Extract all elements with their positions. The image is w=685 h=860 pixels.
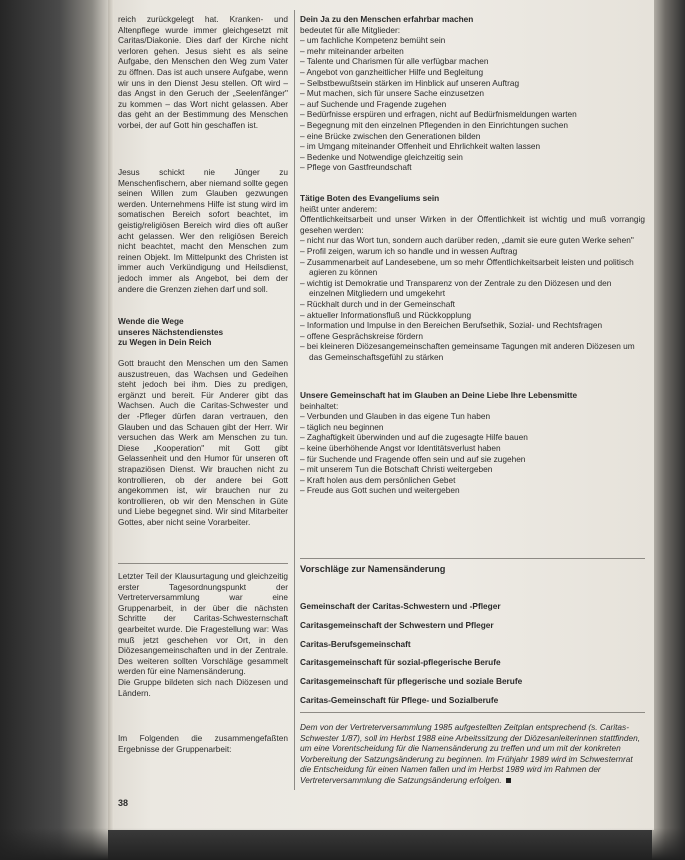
page-gutter-shadow	[108, 0, 114, 830]
left-heading	[118, 316, 288, 348]
left-column-block-2	[118, 167, 288, 294]
section-1-list-item: – eine Brücke zwischen den Generationen bilden	[300, 131, 645, 142]
section-3-list-item: – Zaghaftigkeit überwinden und auf die zugesagte Hilfe bauen	[300, 432, 645, 443]
left-paragraph-6: Im Folgenden die zusammengefaßten Ergebnisse der Gruppenarbeit:	[118, 733, 288, 754]
left-paragraph-3: Gott braucht den Menschen um den Samen auszustreuen, das Wachsen und Gedeihen steht jedoch bei ihm. Dies zu predigen, ergänzt und bereit. Für Anderer gibt das Wachsen. Auch die Caritas-Schwester und der -Pfleger dürfen daran vertrauen, den Glauben und das Schauen gibt der Herr. Wir versuchen das Werk am Menschen zu tun. Diese „Kooperation" mit Gott gibt Gelassenheit und den Humor für unseren oft strapaziösen Dienst. Wir brauchen nicht zu kontrollieren, ob der andere bei Gott angekommen ist, wir brauchen nur zu kontrollieren, ob wir den Menschen in Güte und Liebe begegnet sind. Wir sind Mitarbeiter Gottes, aber nicht seine Vorarbeiter.	[118, 358, 288, 527]
section-2-list-item: – offene Gesprächskreise fördern	[300, 331, 645, 342]
section-3-list	[300, 411, 645, 496]
section-3-list-item: – Freude aus Gott suchen und weitergeben	[300, 485, 645, 496]
section-1-list	[300, 35, 645, 173]
section-1-list-item: – Bedürfnisse erspüren und erfragen, nicht auf Bedürfnismeldungen warten	[300, 109, 645, 120]
section-3-subtitle: beinhaltet:	[300, 400, 339, 411]
right-section-2	[300, 193, 645, 363]
name-proposal-item: Caritasgemeinschaft für pflegerische und soziale Berufe	[300, 676, 523, 687]
section-2-list-item: – Zusammenarbeit auf Landesebene, um so mehr Öffentlichkeitsarbeit leisten und politisch agieren zu können	[300, 257, 645, 278]
name-proposal-item: Caritas-Gemeinschaft für Pflege- und Sozialberufe	[300, 694, 499, 705]
name-proposal-item: Caritasgemeinschaft für sozial-pflegerische Berufe	[300, 657, 501, 668]
left-heading-line-2: unseres Nächstendienstes	[118, 326, 224, 337]
left-heading-line-3: zu Wegen in Dein Reich	[118, 337, 212, 348]
section-1-list-item: – Begegnung mit den einzelnen Pflegenden in den Einrichtungen suchen	[300, 120, 645, 131]
left-column-block-4	[118, 571, 288, 698]
section-2-list-item: – Information und Impulse in den Bereichen Berufsethik, Sozial- und Rechtsfragen	[300, 320, 645, 331]
section-2-list-item: – aktueller Informationsfluß und Rückkopplung	[300, 310, 645, 321]
section-2-list-item: – Profil zeigen, warum ich so handle und in wessen Auftrag	[300, 246, 645, 257]
left-divider	[118, 563, 288, 564]
section-2-list-item: – Rückhalt durch und in der Gemeinschaft	[300, 299, 645, 310]
section-1-list-item: – um fachliche Kompetenz bemüht sein	[300, 35, 645, 46]
right-section-4	[300, 564, 645, 575]
section-2-subtitle: heißt unter anderem:	[300, 203, 378, 214]
section-2-list	[300, 235, 645, 362]
section-3-list-item: – Verbunden und Glauben in das eigene Tun haben	[300, 411, 645, 422]
closing-note-text: Dem von der Vertreterversammlung 1985 aufgestellten Zeitplan entsprechend (s. Caritas-Schwester 1/87), soll im Herbst 1988 eine Arbeitssitzung der Diözesanleiterinnen stattfinden, um eine Vorentscheidung für die Namensänderung zu treffen und um mit der konkreten Vorbereitung der Satzungsänderung zu beginnen. Im Frühjahr 1989 wird im Schwesternrat die Entscheidung für einen Namen fallen und im Herbst 1989 wird im Rahmen der Vertreterversammlung die Satzungsänderung erfolgen.	[300, 722, 641, 785]
section-2-title: Tätige Boten des Evangeliums sein	[300, 193, 440, 203]
book-binding-edge-left	[0, 0, 108, 860]
section-2-intro: Öffentlichkeitsarbeit und unser Wirken in der Öffentlichkeit ist wichtig und muß vorrangig gesehen werden:	[300, 214, 645, 235]
section-1-list-item: – auf Suchende und Fragende zugehen	[300, 99, 645, 110]
section-3-title: Unsere Gemeinschaft hat im Glauben an Deine Liebe Ihre Lebensmitte	[300, 390, 578, 400]
left-paragraph-4: Letzter Teil der Klausurtagung und gleichzeitig erster Tagesordnungspunkt der Vertreterversammlung war eine Gruppenarbeit, in der über die nächsten Schritte der Caritas-Schwesternschaft gearbeitet wurde. Die Fragestellung war: Was muß jetzt geschehen vor Ort, in den Diözesangemeinschaften und in der Zentrale. Des weiteren sollten Vorschläge gesammelt werden für eine Namensänderung.	[118, 571, 288, 677]
section-3-list-item: – täglich neu beginnen	[300, 422, 645, 433]
left-column-block-5	[118, 733, 288, 754]
section-2-list-item: – nicht nur das Wort tun, sondern auch darüber reden, „damit sie eure guten Werke sehen"	[300, 235, 645, 246]
column-divider	[294, 10, 295, 790]
right-divider	[300, 558, 645, 559]
right-section-3	[300, 390, 645, 496]
section-1-list-item: – Selbstbewußtsein stärken im Hinblick auf unseren Auftrag	[300, 78, 645, 89]
closing-note	[300, 722, 645, 786]
left-paragraph-5: Die Gruppe bildeten sich nach Diözesen und Ländern.	[118, 676, 288, 698]
section-1-list-item: – Angebot von ganzheitlicher Hilfe und Begleitung	[300, 67, 645, 78]
section-3-list-item: – für Suchende und Fragende offen sein und auf sie zugehen	[300, 454, 645, 465]
document-page	[108, 0, 654, 830]
section-1-list-item: – Bedenke und Notwendige gleichzeitig sein	[300, 152, 645, 163]
left-paragraph-2: Jesus schickt nie Jünger zu Menschenfischern, aber niemand sollte gegen seinen Willen zum Glauben gezwungen werden. Unternehmens Hilfe ist stung wird im somatischen Bereich sofort beachtet, im geistig/religiösen Bereich wird dies oft außer acht gelassen. Wer den religiösen Bereich nicht beachtet, macht den Menschen zum reinen Objekt. Im Mittelpunkt des Christen ist immer auch Verkündigung und Heilsdienst, jedoch immer als Angebot, bei dem der andere die Grenzen ziehen darf und soll.	[118, 167, 288, 294]
bottom-shadow	[0, 828, 685, 860]
name-proposal-item: Caritas-Berufsgemeinschaft	[300, 638, 411, 649]
book-edge-right	[652, 0, 685, 860]
section-1-list-item: – mehr miteinander arbeiten	[300, 46, 645, 57]
right-divider-2	[300, 712, 645, 713]
end-mark-icon	[506, 778, 511, 783]
section-1-subtitle: bedeutet für alle Mitglieder:	[300, 24, 401, 35]
left-column-block-3	[118, 358, 288, 528]
section-1-list-item: – im Umgang miteinander Offenheit und Ehrlichkeit walten lassen	[300, 141, 645, 152]
right-section-1	[300, 14, 645, 173]
name-proposal-item: Caritasgemeinschaft der Schwestern und Pfleger	[300, 619, 494, 630]
section-3-list-item: – mit unserem Tun die Botschaft Christi weitergeben	[300, 464, 645, 475]
name-proposal-item: Gemeinschaft der Caritas-Schwestern und -Pfleger	[300, 601, 501, 611]
section-2-list-item: – wichtig ist Demokratie und Transparenz von der Zentrale zu den Diözesen und den einzelnen Mitgliedern und umgekehrt	[300, 278, 645, 299]
left-column	[118, 14, 288, 131]
page-number: 38	[118, 798, 129, 808]
section-1-title: Dein Ja zu den Menschen erfahrbar machen	[300, 14, 474, 24]
section-2-list-item: – bei kleineren Diözesangemeinschaften gemeinsame Tagungen mit anderen Diözesen um das Gemeinschaftsgefühl zu stärken	[300, 341, 645, 362]
section-1-list-item: – Pflege von Gastfreundschaft	[300, 162, 645, 173]
name-proposals-list	[300, 601, 645, 714]
section-3-list-item: – keine überhöhende Angst vor Identitätsverlust haben	[300, 443, 645, 454]
section-4-title: Vorschläge zur Namensänderung	[300, 564, 446, 574]
left-heading-line-1: Wende die Wege	[118, 316, 184, 326]
section-1-list-item: – Talente und Charismen für alle verfügbar machen	[300, 56, 645, 67]
section-1-list-item: – Mut machen, sich für unsere Sache einzusetzen	[300, 88, 645, 99]
section-3-list-item: – Kraft holen aus dem persönlichen Gebet	[300, 475, 645, 486]
left-paragraph-1: reich zurückgelegt hat. Kranken- und Altenpflege wurde immer gleichgesetzt mit Caritas/Diakonie. Dies darf der Kirche nicht verloren gehen. Jesus sieht es als seine Aufgabe, den Menschen den Weg zum Vater zu öffnen. Das ist auch unsere Aufgabe, wenn wir uns in den Dienst Jesu stellen. Oft wird – das Angst in den Geruch der „Seelenfänger" zu kommen – das Wort nicht gelassen. Aber das geht an der Bestimmung des Menschen vorbei, der auf Gott hin geschaffen ist.	[118, 14, 288, 130]
